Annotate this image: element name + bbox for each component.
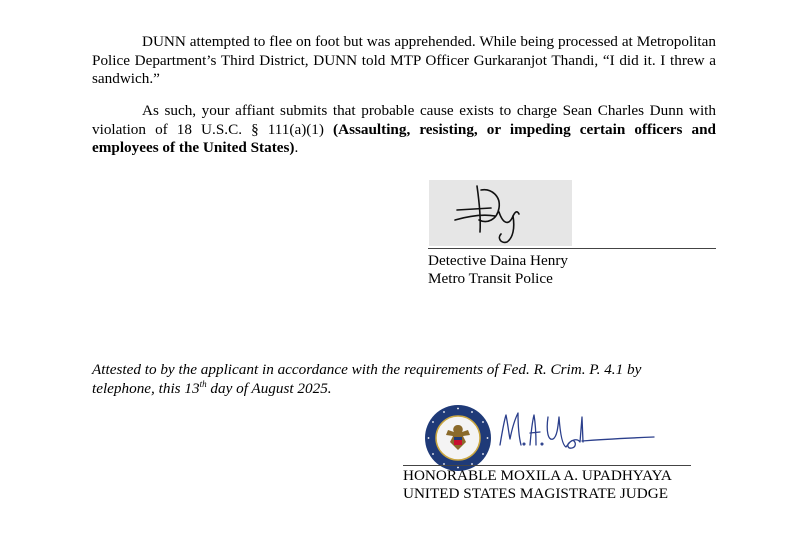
offense-description: (Assaulting, resisting, or impeding certain officers and employees of the United States) [92,120,716,157]
attestation-date-text: day of August 2025. [206,379,332,397]
judge-signature-icon [496,405,661,460]
affidavit-paragraph-flee: DUNN attempted to flee on foot but was apprehended. While being processed at Metropolitan Police Department’s Third District, DUNN told MTP Officer Gurkaranjot Thandi, “I did it. I threw a sandwich.” [92,33,716,88]
affiant-signature [429,180,572,246]
court-seal [424,404,492,472]
attestation-text: Attested to by the applicant in accordance with the requirements of Fed. R. Crim. P. 4.1 by telephone, this 13 [92,361,642,397]
date-ordinal-suffix: th [199,378,207,389]
judge-signature-line [403,465,691,466]
affidavit-paragraph-probable-cause [92,102,716,158]
affiant-agency: Metro Transit Police [428,270,553,287]
probable-cause-text: As such, your affiant submits that probable cause exists to charge Sean Charles Dunn with violation of 18 U.S.C. § 111(a)(1) [92,102,716,138]
court-seal-icon [424,404,492,472]
affiant-signature-line [428,248,716,249]
paragraph-end: . [294,139,299,157]
attestation-statement [92,361,692,398]
judge-name: HONORABLE MOXILA A. UPADHYAYA [403,467,672,484]
judge-signature [496,405,661,460]
affiant-signature-icon [429,180,572,246]
affiant-name: Detective Daina Henry [428,252,568,269]
judge-title: UNITED STATES MAGISTRATE JUDGE [403,485,668,502]
